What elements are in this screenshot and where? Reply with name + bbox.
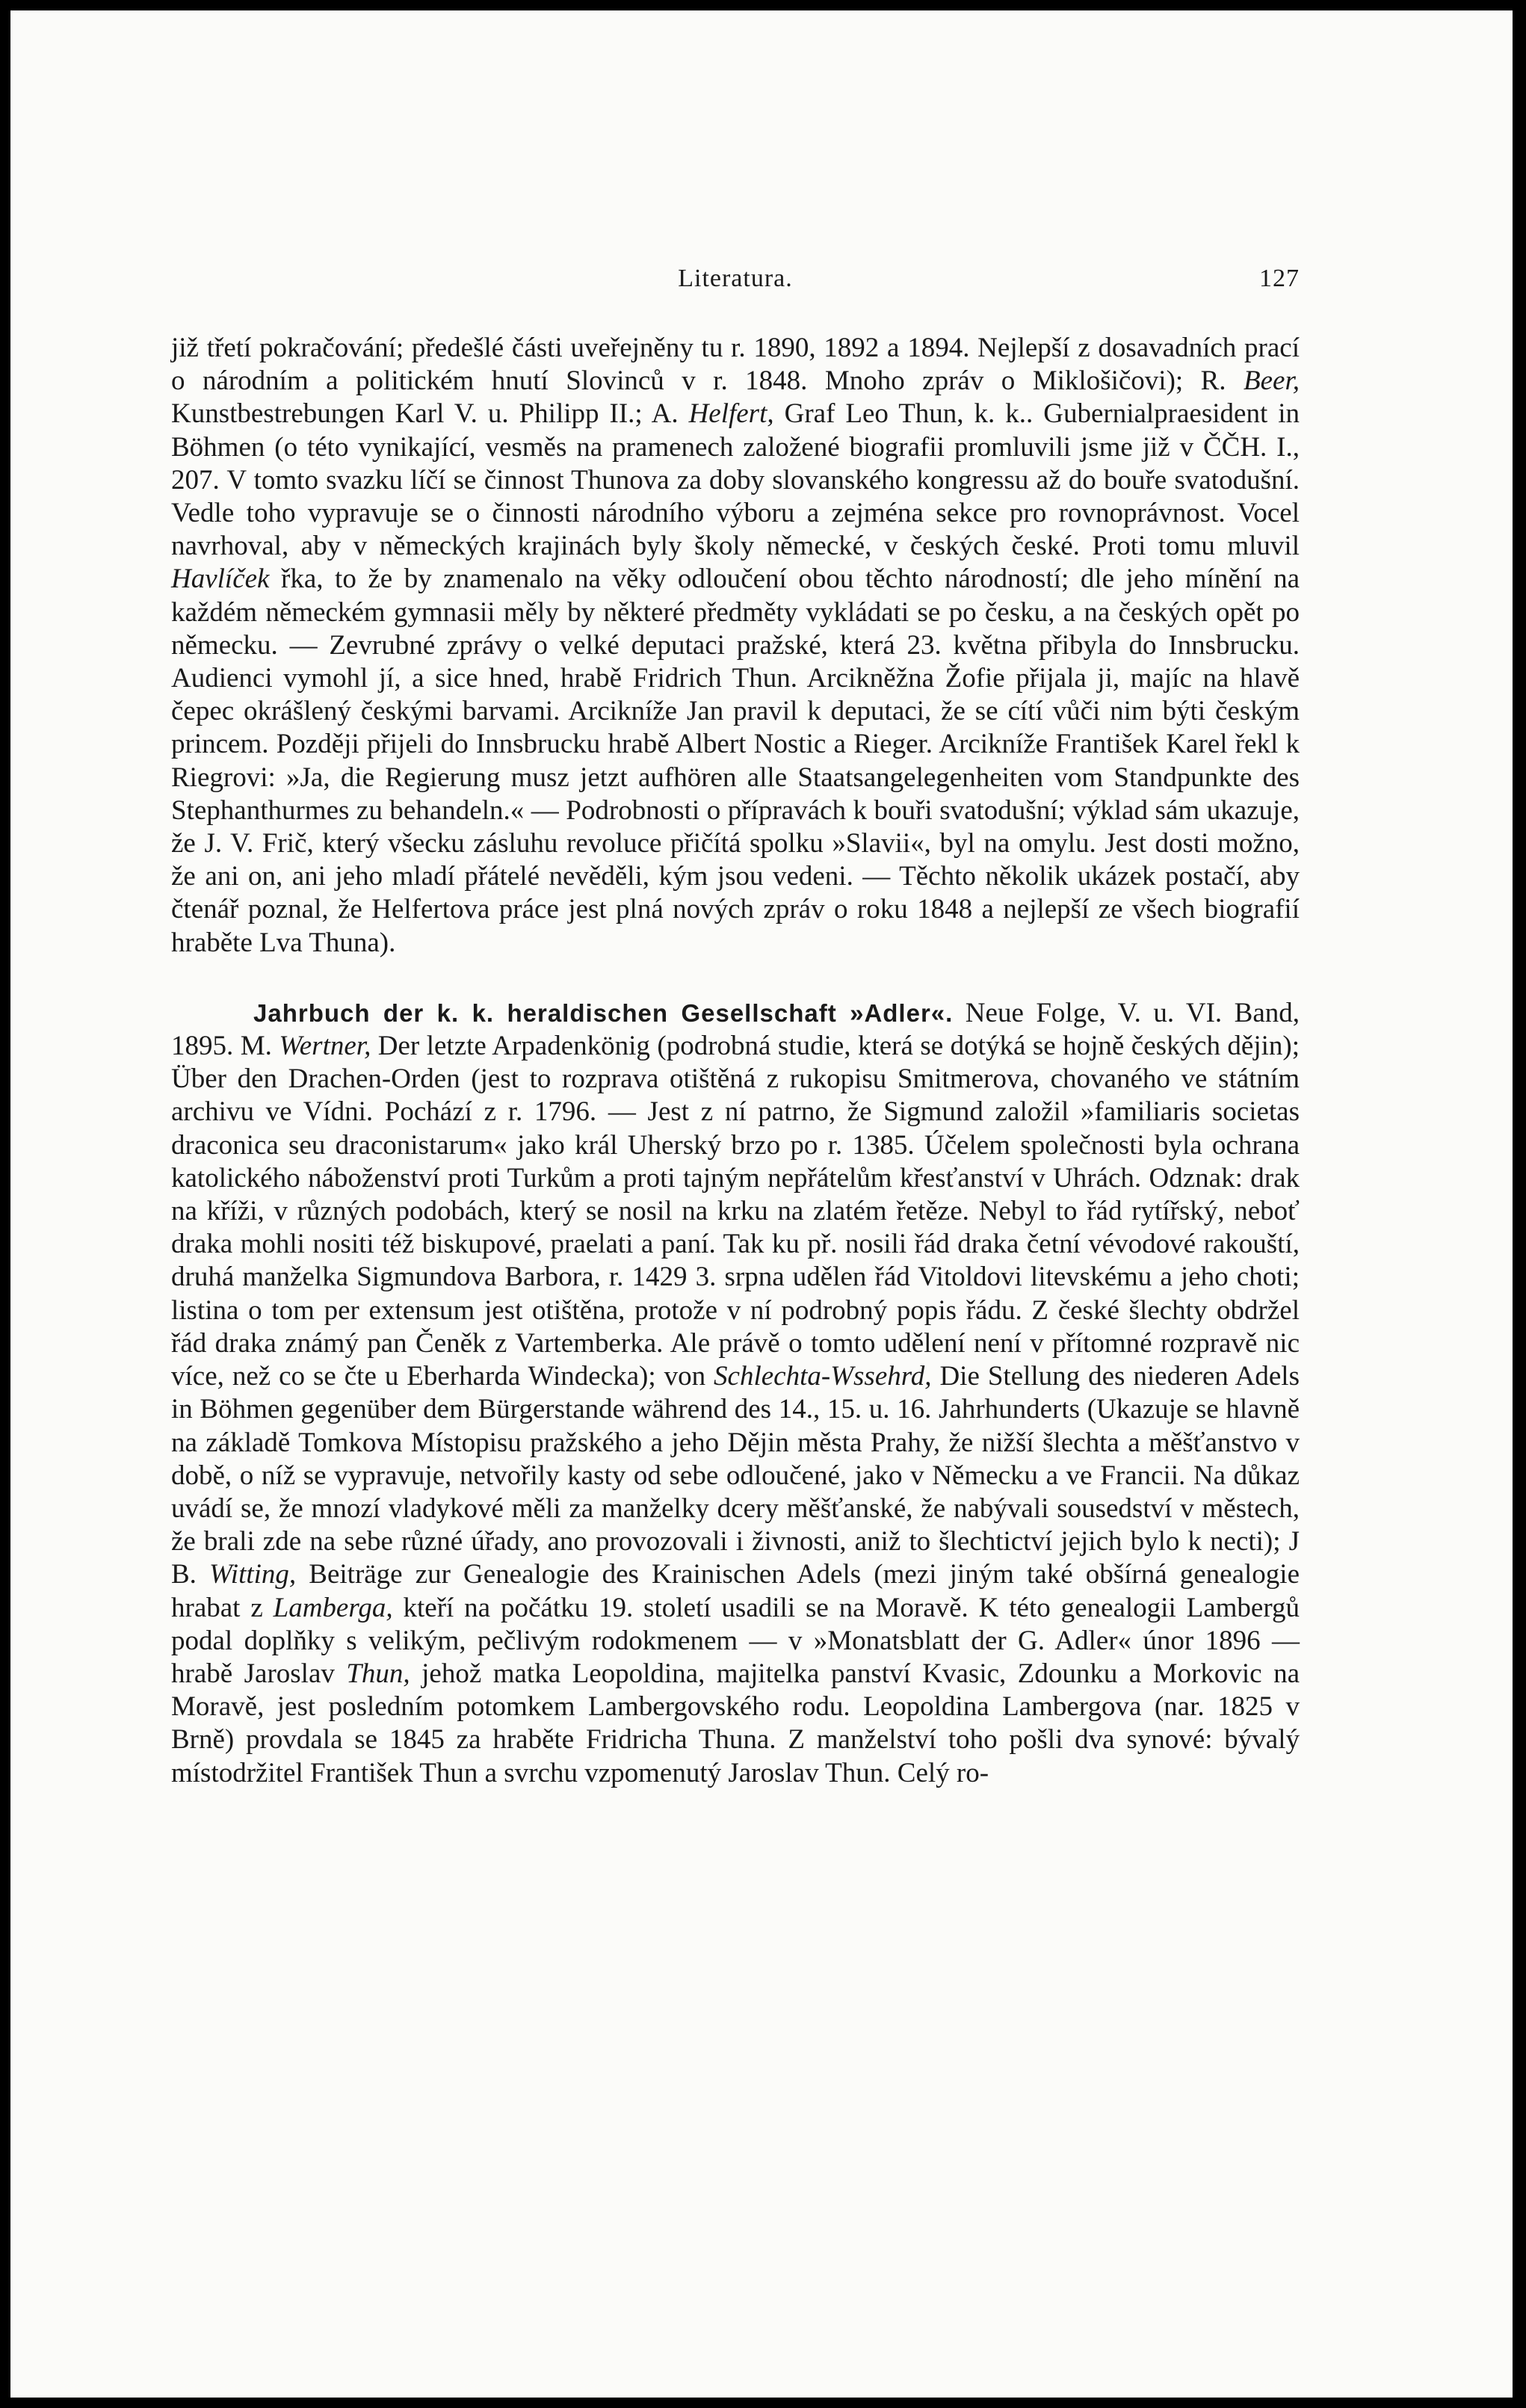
body-text <box>171 332 1300 1790</box>
author-name: Witting, <box>209 1559 297 1590</box>
text-segment: Die Stellung des niederen Adels in Böhmen gegenüber dem Bürgerstande während des 14., 15. u. 16. Jahrhunderts (Ukazuje se hlavně na základě Tomkova Místopisu pražského a jeho Dějin města Prahy, že nižší šlechta a měšťanstvo v době, o níž se vypravuje, netvořily kasty od sebe odloučené, jako v Německu a ve Francii. Na důkaz uvádí se, že mnozí vladykové měli za manželky dcery měšťanské, že nabývali sousedství v městech, že brali zde na sebe různé úřady, ano provozovali i živnosti, aniž to šlechtictví jejich bylo k necti); J B. <box>171 1361 1300 1590</box>
running-title: Literatura. <box>678 265 793 292</box>
author-name: Wertner, <box>279 1031 371 1062</box>
author-name: Lamberga, <box>273 1592 393 1623</box>
author-name: Beer, <box>1244 365 1300 397</box>
text-segment: již třetí pokračování; předešlé části uveřejněny tu r. 1890, 1892 a 1894. Nejlepší z dosavadních prací o národním a politickém hnutí Slovinců v r. 1848. Mnoho zpráv o Miklošičovi); R. <box>171 333 1300 397</box>
page-header <box>171 265 1300 302</box>
text-segment: kteří na počátku 19. století usadili se na Moravě. K této genealogii Lambergů podal doplňky s velikým, pečlivým rodokmenem — v »Monatsblatt der G. Adler« únor 1896 — hrabě Jaroslav <box>171 1592 1300 1689</box>
article-jahrbuch-adler <box>171 997 1300 1790</box>
article-helfert-continuation <box>171 332 1300 960</box>
author-name: Schlechta-Wssehrd, <box>714 1361 932 1392</box>
text-segment: Kunstbestrebungen Karl V. u. Philipp II.; A. <box>171 398 689 430</box>
author-name: Havlíček <box>171 564 270 595</box>
text-segment: řka, to že by znamenalo na věky odloučení obou těchto národností; dle jeho mínění na každém německém gymnasii měly by některé předměty vykládati se po česku, a na českých opět po německu. — Zevrubné zprávy o velké deputaci pražské, která 23. května přibyla do Innsbrucku. Audienci vymohl jí, a sice hned, hrabě Fridrich Thun. Arcikněžna Žofie přijala ji, majíc na hlavě čepec okrášlený českými barvami. Arcikníže Jan pravil k deputaci, že se cítí vůči nim býti českým princem. Později přijeli do Innsbrucku hrabě Albert Nostic a Rieger. Arcikníže František Karel řekl k Riegrovi: »Ja, die Regierung musz jetzt aufhören alle Staatsangelegenheiten vom Standpunkte des Stephanthurmes zu behandeln.« — Podrobnosti o přípravách k bouři svatodušní; výklad sám ukazuje, že J. V. Frič, který všecku zásluhu revoluce přičítá spolku »Slavii«, byl na omylu. Jest dosti možno, že ani on, ani jeho mladí přátelé nevěděli, kým jsou vedeni. — Těchto několik ukázek postačí, aby čtenář poznal, že Helfertova práce jest plná nových zpráv o roku 1848 a nejlepší ze všech biografií hraběte Lva Thuna). <box>171 564 1300 958</box>
page-number: 127 <box>1259 265 1300 292</box>
text-segment: Beiträge zur Genealogie des Krainischen Adels (mezi jiným také obšírná genealogie hrabat z <box>171 1559 1300 1623</box>
article-heading: Jahrbuch der k. k. heraldischen Gesellschaft »Adler«. <box>253 998 954 1027</box>
author-name: Helfert, <box>688 398 774 430</box>
book-page <box>10 10 1513 2398</box>
text-segment: jehož matka Leopoldina, majitelka panství Kvasic, Zdounku a Morkovic na Moravě, jest posledním potomkem Lambergovského rodu. Leopoldina Lambergova (nar. 1825 v Brně) provdala se 1845 za hraběte Fridricha Thuna. Z manželství toho pošli dva synové: bývalý místodržitel František Thun a svrchu vzpomenutý Jaroslav Thun. Celý ro- <box>171 1658 1300 1788</box>
author-name: Thun, <box>346 1658 410 1689</box>
text-segment: Der letzte Arpadenkönig (podrobná studie, která se dotýká se hojně českých dějin); Über den Drachen-Orden (jest to rozprava otištěná z rukopisu Smitmerova, chovaného ve státním archivu ve Vídni. Pochází z r. 1796. — Jest z ní patrno, že Sigmund založil »familiaris societas draconica seu draconistarum« jako král Uherský brzo po r. 1385. Účelem společnosti byla ochrana katolického náboženství proti Turkům a proti tajným nepřátelům křesťanství v Uhrách. Odznak: drak na kříži, v různých podobách, který se nosil na krku na zlatém řetěze. Nebyl to řád rytířský, neboť draka mohli nositi též biskupové, praelati a paní. Tak ku př. nosili řád draka četní vévodové rakouští, druhá manželka Sigmundova Barbora, r. 1429 3. srpna udělen řád Vitoldovi litevskému a jeho choti; listina o tom per extensum jest otištěna, protože v ní podrobný popis řádu. Z české šlechty obdržel řád draka známý pan Čeněk z Vartemberka. Ale právě o tomto udělení není v přítomné rozpravě nic více, než co se čte u Eberharda Windecka); von <box>171 1031 1300 1392</box>
text-segment: Neue Folge, V. u. VI. Band, 1895. M. <box>171 997 1300 1062</box>
text-segment: Graf Leo Thun, k. k.. Gubernialpraesident in Böhmen (o této vynikající, vesměs na pramenech založené biografii promluvili jsme již v ČČH. I., 207. V tomto svazku líčí se činnost Thunova za doby slovanského kongressu až do bouře svatodušní. Vedle toho vypravuje se o činnosti národního výboru a zejména sekce pro rovnoprávnost. Vocel navrhoval, aby v německých krajinách byly školy německé, v českých české. Proti tomu mluvil <box>171 398 1300 562</box>
